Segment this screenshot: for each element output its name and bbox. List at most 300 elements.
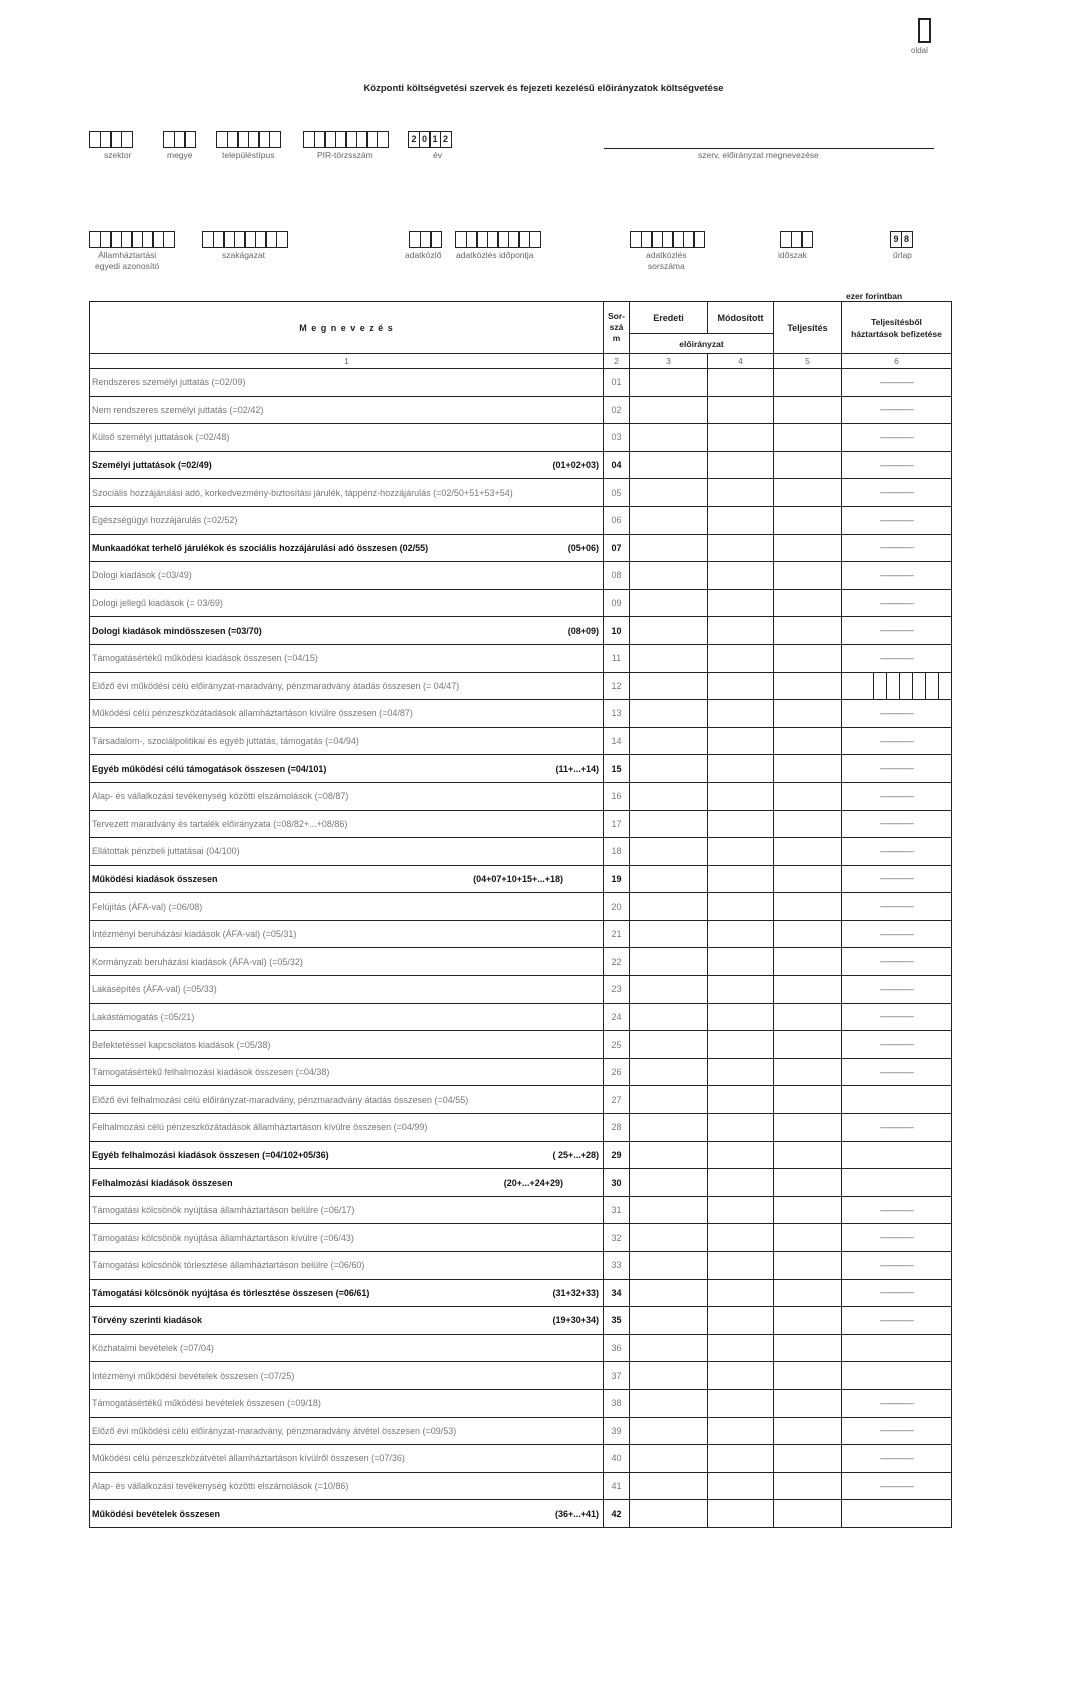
modositott-cell[interactable] (708, 562, 774, 590)
eredeti-cell[interactable] (630, 782, 708, 810)
dash-placeholder: -------------------- (879, 653, 914, 663)
modositott-cell[interactable] (708, 893, 774, 921)
teljesitesbol-cell[interactable] (842, 1445, 952, 1473)
row-name-text: Működési kiadások összesen (92, 873, 218, 884)
teljesites-cell[interactable] (774, 1307, 842, 1335)
eredeti-cell[interactable] (630, 1362, 708, 1390)
eredeti-cell[interactable] (630, 369, 708, 397)
row-formula: (20+...+24+29) (503, 1177, 563, 1188)
year-digit: 0 (419, 131, 431, 148)
eredeti-cell[interactable] (630, 1445, 708, 1473)
modositott-cell[interactable] (708, 1196, 774, 1224)
budget-table (89, 301, 952, 1528)
teljesitesbol-cell[interactable] (842, 865, 952, 893)
modositott-cell[interactable] (708, 1417, 774, 1445)
row-name (90, 1472, 604, 1500)
teljesitesbol-cell[interactable] (842, 534, 952, 562)
eredeti-cell[interactable] (630, 1196, 708, 1224)
teljesites-cell[interactable] (774, 1086, 842, 1114)
modositott-cell[interactable] (708, 755, 774, 783)
row-number: 17 (604, 810, 630, 838)
row-name-text: Dologi kiadások mindösszesen (=03/70) (92, 625, 262, 636)
dash-placeholder: -------------------- (879, 984, 914, 994)
row-name (90, 1003, 604, 1031)
teljesites-cell[interactable] (774, 1500, 842, 1528)
modositott-cell[interactable] (708, 1169, 774, 1197)
table-row (90, 1472, 952, 1500)
modositott-cell[interactable] (708, 920, 774, 948)
teljesitesbol-cell[interactable] (842, 1334, 952, 1362)
dash-placeholder: -------------------- (879, 1398, 914, 1408)
szektor-input[interactable] (89, 131, 133, 148)
row-name (90, 865, 604, 893)
modositott-cell[interactable] (708, 865, 774, 893)
header-modositott: Módosított (708, 302, 774, 334)
teljesitesbol-cell[interactable] (842, 1500, 952, 1528)
dash-placeholder: -------------------- (879, 764, 914, 774)
row-name (90, 506, 604, 534)
modositott-cell[interactable] (708, 700, 774, 728)
teljesites-cell[interactable] (774, 948, 842, 976)
row-name (90, 451, 604, 479)
row-name (90, 727, 604, 755)
row-number: 35 (604, 1307, 630, 1335)
modositott-cell[interactable] (708, 534, 774, 562)
teljesitesbol-cell[interactable] (842, 727, 952, 755)
eredeti-cell[interactable] (630, 838, 708, 866)
row-name-text: Támogatásértékű felhalmozási kiadások összesen (=04/38) (92, 1067, 330, 1078)
modositott-cell[interactable] (708, 424, 774, 452)
modositott-cell[interactable] (708, 810, 774, 838)
eredeti-cell[interactable] (630, 1279, 708, 1307)
row-formula: ( 25+...+28) (552, 1149, 599, 1160)
teljesites-cell[interactable] (774, 1224, 842, 1252)
eredeti-cell[interactable] (630, 700, 708, 728)
teljesites-cell[interactable] (774, 644, 842, 672)
teljesitesbol-cell[interactable] (842, 424, 952, 452)
teljesites-cell[interactable] (774, 1031, 842, 1059)
eredeti-cell[interactable] (630, 617, 708, 645)
row-name-text: Támogatásértékű működési bevételek összesen (=09/18) (92, 1398, 321, 1409)
table-row (90, 1279, 952, 1307)
row-name-text: Közhatalmi bevételek (=07/04) (92, 1343, 214, 1354)
urlap-input[interactable] (890, 231, 913, 248)
teljesites-cell[interactable] (774, 727, 842, 755)
row-name (90, 700, 604, 728)
modositott-cell[interactable] (708, 1058, 774, 1086)
row-number: 12 (604, 672, 630, 700)
teljesites-cell[interactable] (774, 1445, 842, 1473)
teljesites-cell[interactable] (774, 506, 842, 534)
page-number-box[interactable] (918, 18, 931, 43)
row-name (90, 644, 604, 672)
row-number: 04 (604, 451, 630, 479)
colnum: 4 (708, 354, 774, 369)
row-name-text: Felhalmozási célú pénzeszközátadások államháztartáson kívülre összesen (=04/99) (92, 1122, 428, 1133)
teljesitesbol-cell[interactable] (842, 1417, 952, 1445)
teljesites-cell[interactable] (774, 1058, 842, 1086)
dash-placeholder: -------------------- (879, 1067, 914, 1077)
teljesites-cell[interactable] (774, 1114, 842, 1142)
row-number: 09 (604, 589, 630, 617)
modositott-cell[interactable] (708, 617, 774, 645)
teljesitesbol-cell[interactable] (842, 948, 952, 976)
teljesitesbol-cell[interactable] (842, 810, 952, 838)
eredeti-cell[interactable] (630, 1417, 708, 1445)
row-number: 28 (604, 1114, 630, 1142)
row-name-text: Nem rendszeres személyi juttatás (=02/42) (92, 404, 264, 415)
teljesites-cell[interactable] (774, 838, 842, 866)
row-name-text: Szociális hozzájárulási adó, korkedvezmény-biztosítási járulék, táppénz-hozzájárulás (=02/50+51+53+54) (92, 487, 513, 498)
teljesites-cell[interactable] (774, 1279, 842, 1307)
teljesites-cell[interactable] (774, 976, 842, 1004)
eredeti-cell[interactable] (630, 1141, 708, 1169)
teljesitesbol-cell[interactable] (842, 562, 952, 590)
teljesites-cell[interactable] (774, 396, 842, 424)
row-name (90, 1500, 604, 1528)
row-name (90, 424, 604, 452)
modositott-cell[interactable] (708, 1389, 774, 1417)
adatkozlo-input[interactable] (409, 231, 442, 248)
teljesitesbol-cell[interactable] (842, 920, 952, 948)
row-formula: (01+02+03) (552, 460, 599, 471)
adatkozles-sorszama-label: adatközlés sorszáma (646, 250, 687, 271)
row-name (90, 672, 604, 700)
teljesites-cell[interactable] (774, 534, 842, 562)
row-name (90, 396, 604, 424)
eredeti-cell[interactable] (630, 810, 708, 838)
row-name (90, 1031, 604, 1059)
eredeti-cell[interactable] (630, 534, 708, 562)
row-number: 22 (604, 948, 630, 976)
modositott-cell[interactable] (708, 644, 774, 672)
modositott-cell[interactable] (708, 1141, 774, 1169)
teljesites-cell[interactable] (774, 617, 842, 645)
row-name-text: Támogatási kölcsönök nyújtása államháztartáson kívülre (=06/43) (92, 1232, 354, 1243)
row-name (90, 1224, 604, 1252)
teljesitesbol-cell[interactable] (842, 1058, 952, 1086)
table-row (90, 838, 952, 866)
eredeti-cell[interactable] (630, 1472, 708, 1500)
teljesitesbol-cell[interactable] (842, 644, 952, 672)
row-name (90, 589, 604, 617)
eredeti-cell[interactable] (630, 1224, 708, 1252)
table-row (90, 1031, 952, 1059)
dash-placeholder: -------------------- (879, 543, 914, 553)
row-name (90, 782, 604, 810)
row-name-text: Támogatási kölcsönök törlesztése államháztartáson belülre (=06/60) (92, 1260, 365, 1271)
teljesitesbol-cell[interactable] (842, 1086, 952, 1114)
colnum: 6 (842, 354, 952, 369)
modositott-cell[interactable] (708, 369, 774, 397)
idoszak-input[interactable] (780, 231, 813, 248)
row-number: 07 (604, 534, 630, 562)
dash-placeholder: -------------------- (879, 405, 914, 415)
eredeti-cell[interactable] (630, 1389, 708, 1417)
row-number: 06 (604, 506, 630, 534)
row-name-text: Személyi juttatások (=02/49) (92, 460, 212, 471)
teljesitesbol-cell[interactable] (842, 838, 952, 866)
teljesitesbol-cell[interactable] (842, 1196, 952, 1224)
row-name-text: Társadalom-, szociálpolitikai és egyéb juttatás, támogatás (=04/94) (92, 736, 359, 747)
row-name (90, 617, 604, 645)
teljesitesbol-cell[interactable] (842, 479, 952, 507)
modositott-cell[interactable] (708, 1224, 774, 1252)
table-row (90, 976, 952, 1004)
row-name-text: Munkaadókat terhelő járulékok és szociális hozzájárulási adó összesen (02/55) (92, 542, 429, 553)
eredeti-cell[interactable] (630, 1307, 708, 1335)
eredeti-cell[interactable] (630, 948, 708, 976)
eredeti-cell[interactable] (630, 920, 708, 948)
teljesitesbol-cell[interactable] (842, 1362, 952, 1390)
teljesitesbol-cell[interactable] (842, 1279, 952, 1307)
teljesitesbol-cell[interactable] (842, 1169, 952, 1197)
table-row (90, 506, 952, 534)
row-number: 19 (604, 865, 630, 893)
modositott-cell[interactable] (708, 976, 774, 1004)
eredeti-cell[interactable] (630, 1252, 708, 1280)
dash-placeholder: -------------------- (879, 1233, 914, 1243)
row-number: 33 (604, 1252, 630, 1280)
dash-placeholder: -------------------- (879, 432, 914, 442)
teljesites-cell[interactable] (774, 562, 842, 590)
row-name (90, 534, 604, 562)
teljesitesbol-cell[interactable] (842, 1472, 952, 1500)
modositott-cell[interactable] (708, 1334, 774, 1362)
modositott-cell[interactable] (708, 589, 774, 617)
row-name-text: Befektetéssel kapcsolatos kiadások (=05/38) (92, 1039, 271, 1050)
table-row (90, 534, 952, 562)
row-number: 11 (604, 644, 630, 672)
eredeti-cell[interactable] (630, 589, 708, 617)
teljesites-cell[interactable] (774, 1196, 842, 1224)
year-digit: 2 (408, 131, 420, 148)
teljesitesbol-cell[interactable] (842, 782, 952, 810)
row-name (90, 369, 604, 397)
teljesitesbol-cell[interactable] (842, 589, 952, 617)
teljesites-cell[interactable] (774, 700, 842, 728)
teljesites-cell[interactable] (774, 1141, 842, 1169)
table-row (90, 396, 952, 424)
eredeti-cell[interactable] (630, 451, 708, 479)
teljesites-cell[interactable] (774, 672, 842, 700)
eredeti-cell[interactable] (630, 1169, 708, 1197)
row-name-text: Tervezett maradvány és tartalék előirányzata (=08/82+...+08/86) (92, 818, 348, 829)
eredeti-cell[interactable] (630, 562, 708, 590)
teljesitesbol-cell[interactable] (842, 1252, 952, 1280)
modositott-cell[interactable] (708, 672, 774, 700)
szerv-name-line[interactable] (604, 148, 934, 149)
teljesitesbol-cell[interactable] (842, 506, 952, 534)
teljesites-cell[interactable] (774, 1169, 842, 1197)
megye-label: megye (167, 150, 193, 160)
telepulestipus-input[interactable] (216, 131, 281, 148)
row-number: 18 (604, 838, 630, 866)
teljesitesbol-cell[interactable] (842, 396, 952, 424)
eredeti-cell[interactable] (630, 1500, 708, 1528)
eredeti-cell[interactable] (630, 1058, 708, 1086)
eredeti-cell[interactable] (630, 755, 708, 783)
row-name-text: Támogatási kölcsönök nyújtása államháztartáson belülre (=06/17) (92, 1205, 355, 1216)
modositott-cell[interactable] (708, 1114, 774, 1142)
teljesitesbol-cell[interactable] (842, 976, 952, 1004)
teljesitesbol-cell[interactable] (842, 700, 952, 728)
teljesites-cell[interactable] (774, 1389, 842, 1417)
eredeti-cell[interactable] (630, 1334, 708, 1362)
table-row (90, 727, 952, 755)
table-row (90, 948, 952, 976)
row-number: 40 (604, 1445, 630, 1473)
row-name-text: Felhalmozási kiadások összesen (92, 1177, 233, 1188)
eredeti-cell[interactable] (630, 506, 708, 534)
modositott-cell[interactable] (708, 727, 774, 755)
teljesites-cell[interactable] (774, 1334, 842, 1362)
row-name (90, 1169, 604, 1197)
row-number: 03 (604, 424, 630, 452)
eredeti-cell[interactable] (630, 479, 708, 507)
modositott-cell[interactable] (708, 1500, 774, 1528)
modositott-cell[interactable] (708, 506, 774, 534)
teljesitesbol-cell[interactable] (842, 1307, 952, 1335)
pir-torzsszam-input[interactable] (303, 131, 389, 148)
teljesitesbol-cell[interactable] (842, 1031, 952, 1059)
dash-placeholder: -------------------- (879, 1122, 914, 1132)
teljesitesbol-cell-boxes[interactable] (842, 672, 952, 700)
eredeti-cell[interactable] (630, 1114, 708, 1142)
row-formula: (19+30+34) (552, 1315, 599, 1326)
teljesites-cell[interactable] (774, 810, 842, 838)
modositott-cell[interactable] (708, 479, 774, 507)
row-number: 21 (604, 920, 630, 948)
ev-label: év (433, 150, 442, 160)
row-number: 02 (604, 396, 630, 424)
row-name (90, 1141, 604, 1169)
modositott-cell[interactable] (708, 838, 774, 866)
colnum: 2 (604, 354, 630, 369)
modositott-cell[interactable] (708, 1362, 774, 1390)
modositott-cell[interactable] (708, 1472, 774, 1500)
allamhaztartasi-azonosito-input[interactable] (89, 231, 175, 248)
modositott-cell[interactable] (708, 782, 774, 810)
year-input[interactable] (408, 131, 452, 148)
modositott-cell[interactable] (708, 1445, 774, 1473)
table-row (90, 672, 952, 700)
table-row (90, 1417, 952, 1445)
megye-input[interactable] (163, 131, 196, 148)
teljesites-cell[interactable] (774, 865, 842, 893)
teljesites-cell[interactable] (774, 920, 842, 948)
teljesitesbol-cell[interactable] (842, 1141, 952, 1169)
eredeti-cell[interactable] (630, 1003, 708, 1031)
row-name (90, 1086, 604, 1114)
teljesitesbol-cell[interactable] (842, 617, 952, 645)
eredeti-cell[interactable] (630, 1031, 708, 1059)
teljesites-cell[interactable] (774, 369, 842, 397)
modositott-cell[interactable] (708, 1252, 774, 1280)
row-name (90, 1307, 604, 1335)
eredeti-cell[interactable] (630, 1086, 708, 1114)
eredeti-cell[interactable] (630, 644, 708, 672)
teljesitesbol-cell[interactable] (842, 1389, 952, 1417)
modositott-cell[interactable] (708, 948, 774, 976)
row-number: 30 (604, 1169, 630, 1197)
eredeti-cell[interactable] (630, 865, 708, 893)
modositott-cell[interactable] (708, 1086, 774, 1114)
modositott-cell[interactable] (708, 1003, 774, 1031)
table-row (90, 1196, 952, 1224)
teljesites-cell[interactable] (774, 479, 842, 507)
teljesitesbol-cell[interactable] (842, 755, 952, 783)
teljesitesbol-cell[interactable] (842, 1224, 952, 1252)
teljesites-cell[interactable] (774, 589, 842, 617)
adatkozles-sorszama-input[interactable] (630, 231, 705, 248)
teljesites-cell[interactable] (774, 1417, 842, 1445)
teljesitesbol-cell[interactable] (842, 1003, 952, 1031)
eredeti-cell[interactable] (630, 424, 708, 452)
table-row (90, 1058, 952, 1086)
adatkozles-idopontja-input[interactable] (455, 231, 541, 248)
eredeti-cell[interactable] (630, 976, 708, 1004)
row-name (90, 1389, 604, 1417)
eredeti-cell[interactable] (630, 672, 708, 700)
header-teljesitesbol: Teljesítésből háztartások befizetése (842, 302, 952, 354)
row-name (90, 948, 604, 976)
row-number: 32 (604, 1224, 630, 1252)
teljesites-cell[interactable] (774, 755, 842, 783)
eredeti-cell[interactable] (630, 727, 708, 755)
teljesites-cell[interactable] (774, 782, 842, 810)
dash-placeholder: -------------------- (879, 515, 914, 525)
teljesites-cell[interactable] (774, 451, 842, 479)
teljesites-cell[interactable] (774, 893, 842, 921)
row-name (90, 1058, 604, 1086)
teljesites-cell[interactable] (774, 1003, 842, 1031)
szakagazat-input[interactable] (202, 231, 288, 248)
modositott-cell[interactable] (708, 1279, 774, 1307)
table-row (90, 1169, 952, 1197)
teljesites-cell[interactable] (774, 1252, 842, 1280)
teljesitesbol-cell[interactable] (842, 1114, 952, 1142)
colnum: 5 (774, 354, 842, 369)
row-name-text: Támogatási kölcsönök nyújtása és törlesztése összesen (=06/61) (92, 1287, 370, 1298)
eredeti-cell[interactable] (630, 396, 708, 424)
teljesitesbol-cell[interactable] (842, 451, 952, 479)
row-name (90, 1114, 604, 1142)
teljesites-cell[interactable] (774, 1362, 842, 1390)
teljesites-cell[interactable] (774, 424, 842, 452)
eredeti-cell[interactable] (630, 893, 708, 921)
row-number: 16 (604, 782, 630, 810)
table-row (90, 755, 952, 783)
table-row (90, 1114, 952, 1142)
unit-label: ezer forintban (846, 291, 903, 301)
modositott-cell[interactable] (708, 396, 774, 424)
row-name (90, 1196, 604, 1224)
modositott-cell[interactable] (708, 1031, 774, 1059)
modositott-cell[interactable] (708, 1307, 774, 1335)
row-formula: (08+09) (567, 625, 599, 636)
row-name-text: Alap- és vállalkozási tevékenység közötti elszámolások (=08/87) (92, 791, 349, 802)
row-name-text: Törvény szerinti kiadások (92, 1315, 203, 1326)
modositott-cell[interactable] (708, 451, 774, 479)
row-name-text: Intézményi működési bevételek összesen (=07/25) (92, 1370, 295, 1381)
dash-placeholder: -------------------- (879, 570, 914, 580)
teljesites-cell[interactable] (774, 1472, 842, 1500)
teljesitesbol-cell[interactable] (842, 369, 952, 397)
teljesitesbol-cell[interactable] (842, 893, 952, 921)
row-name (90, 479, 604, 507)
dash-placeholder: -------------------- (879, 377, 914, 387)
